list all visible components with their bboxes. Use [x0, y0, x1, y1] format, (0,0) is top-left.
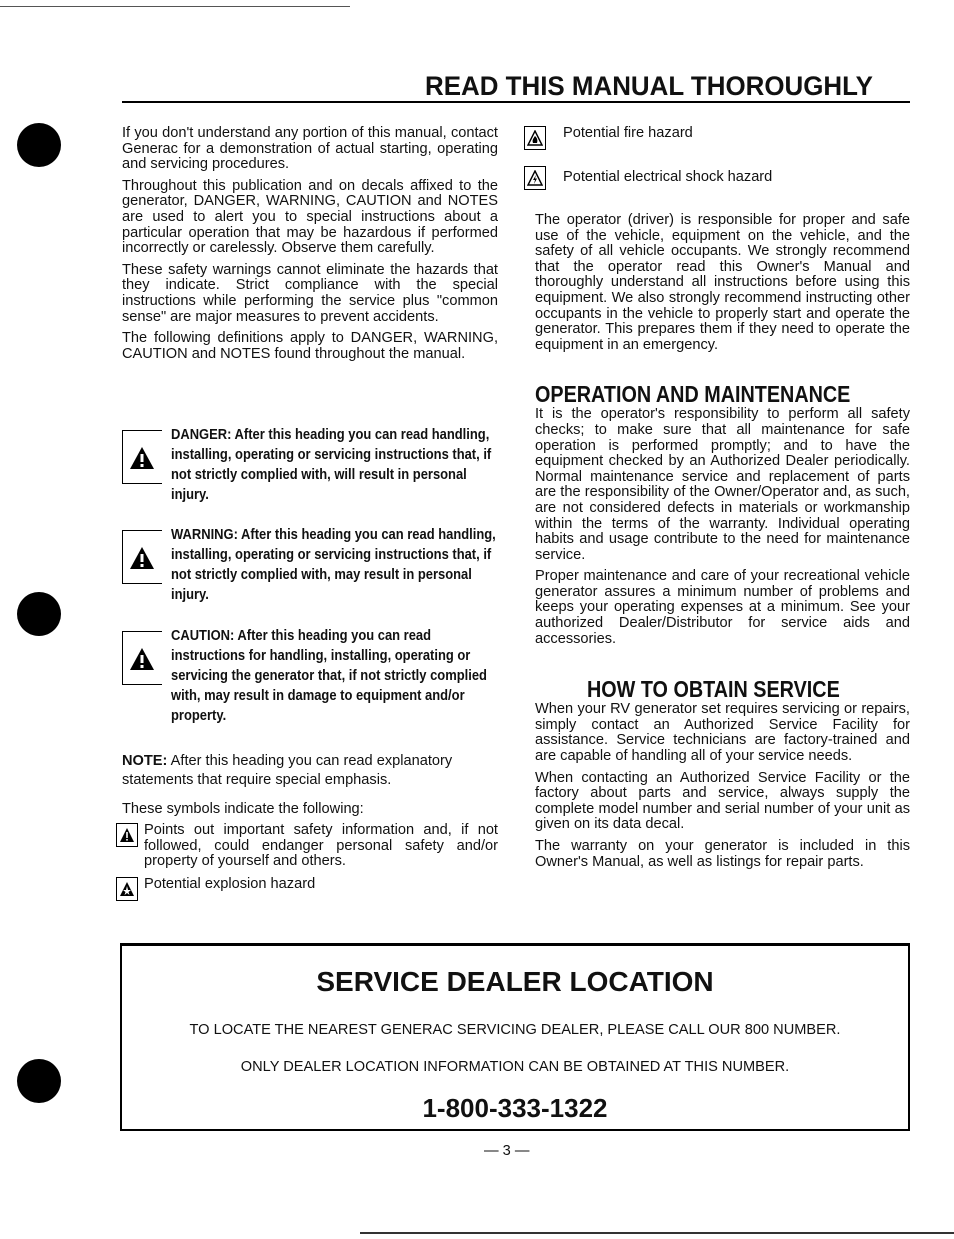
caution-text: CAUTION: After this heading you can read instructions for handling, installing, operating or servicing the generator that, if not strictly complied with, may result in damage to equipment and/or property. — [171, 628, 487, 724]
operation-maintenance-heading: OPERATION AND MAINTENANCE — [535, 381, 851, 408]
danger-box — [122, 430, 162, 484]
right-column-body — [535, 213, 910, 876]
symbol-explosion-text: Potential explosion hazard — [144, 876, 316, 892]
note-definition — [122, 752, 498, 790]
warning-text: WARNING: After this heading you can read handling, installing, operating or servicing instructions that, if not strictly complied with, may result in personal injury. — [171, 527, 496, 603]
service-paragraph-3: The warranty on your generator is included in this Owner's Manual, as well as listings for repair parts. — [535, 838, 910, 870]
service-dealer-box — [120, 943, 910, 1131]
page-number: — 3 — — [484, 1143, 530, 1159]
top-edge-line — [0, 6, 350, 7]
operator-paragraph: The operator (driver) is responsible for proper and safe use of the vehicle, equipment on the vehicle, and the safety of all vehicle occupants. We strongly recommend that the operator read this Owner's Manual and thoroughly understand all instructions before using this equipment. We also strongly recommend instructing other occupants in the vehicle to properly start and operate the generator. This prepares them if they need to operate the equipment in an emergency. — [535, 212, 910, 353]
symbol-fire-text: Potential fire hazard — [563, 125, 693, 141]
danger-text: DANGER: After this heading you can read handling, installing, operating or servicing instructions that, if not strictly complied with, will result in personal injury. — [171, 427, 492, 503]
dealer-box-line-1: TO LOCATE THE NEAREST GENERAC SERVICING DEALER, PLEASE CALL OUR 800 NUMBER. — [189, 1022, 841, 1038]
symbol-shock-box — [524, 166, 546, 190]
service-paragraph-2: When contacting an Authorized Service Facility or the factory about parts and service, always supply the complete model number and serial number of your unit as given on its data decal. — [535, 769, 910, 833]
left-column-intro — [122, 126, 498, 368]
service-paragraph-1: When your RV generator set requires servicing or repairs, simply contact an Authorized Service Facility for assistance. Service technicians are factory-trained and are capable of handling all of your service needs. — [535, 701, 910, 765]
caution-box — [122, 631, 162, 685]
binder-hole-top — [17, 123, 61, 167]
dealer-box-title: SERVICE DEALER LOCATION — [316, 966, 714, 997]
maintenance-paragraph-1: It is the operator's responsibility to perform all safety checks; to make sure that all maintenance for safe operation is performed promptly; and to have the equipment checked by an Authorized Dealer periodically. Normal maintenance service and replacement of parts are the responsibility of the Owner/Operator and, as such, are not considered defects in materials or workmanship within the terms of the warranty. Individual operating habits and usage contribute to the need for maintenance service. — [535, 406, 910, 563]
symbol-important-box — [116, 823, 138, 847]
maintenance-paragraph-2: Proper maintenance and care of your recreational vehicle generator assures a minimum number of problems and keeps your operating expenses at a minimum. See your authorized Dealer/Distributor for service aids and accessories. — [535, 568, 910, 647]
binder-hole-middle — [17, 592, 61, 636]
obtain-service-heading: HOW TO OBTAIN SERVICE — [587, 676, 840, 703]
symbol-fire-box — [524, 126, 546, 150]
fire-hazard-icon — [527, 130, 543, 146]
dealer-phone-number: 1-800-333-1322 — [422, 1093, 608, 1123]
dealer-box-line-2: ONLY DEALER LOCATION INFORMATION CAN BE OBTAINED AT THIS NUMBER. — [240, 1059, 790, 1075]
note-text: After this heading you can read explanatory statements that require special emphasis. — [122, 753, 453, 788]
note-label: NOTE: — [122, 753, 168, 769]
warning-triangle-icon — [129, 546, 155, 570]
intro-paragraph-1: If you don't understand any portion of this manual, contact Generac for a demonstration of actual starting, operating and servicing procedures. — [122, 125, 498, 173]
page-title: READ THIS MANUAL THOROUGHLY — [425, 71, 873, 101]
symbol-explosion-box — [116, 877, 138, 901]
title-rule — [122, 101, 910, 103]
binder-hole-bottom — [17, 1059, 61, 1103]
electrical-shock-icon — [527, 170, 543, 186]
symbol-important-text: Points out important safety information and, if not followed, could endanger personal safety and/or property of yourself and others. — [144, 822, 498, 870]
caution-triangle-icon — [129, 647, 155, 671]
symbol-shock-text: Potential electrical shock hazard — [563, 169, 773, 185]
warning-box — [122, 530, 162, 584]
intro-paragraph-2: Throughout this publication and on decals affixed to the generator, DANGER, WARNING, CAUTION and NOTES are used to alert you to special instructions about a particular operation that may be hazardous if performed incorrectly or carelessly. Observe them carefully. — [122, 177, 498, 257]
symbols-intro: These symbols indicate the following: — [122, 801, 364, 817]
intro-paragraph-4: The following definitions apply to DANGER, WARNING, CAUTION and NOTES found throughout the manual. — [122, 330, 498, 362]
danger-warning-icon — [129, 446, 155, 470]
intro-paragraph-3: These safety warnings cannot eliminate the hazards that they indicate. Strict compliance with the special instructions while performing the service plus "common sense" are major measures to prevent accidents. — [122, 261, 498, 325]
exclamation-triangle-icon — [119, 827, 135, 843]
explosion-hazard-icon — [119, 881, 135, 897]
bottom-edge-line — [360, 1232, 954, 1234]
